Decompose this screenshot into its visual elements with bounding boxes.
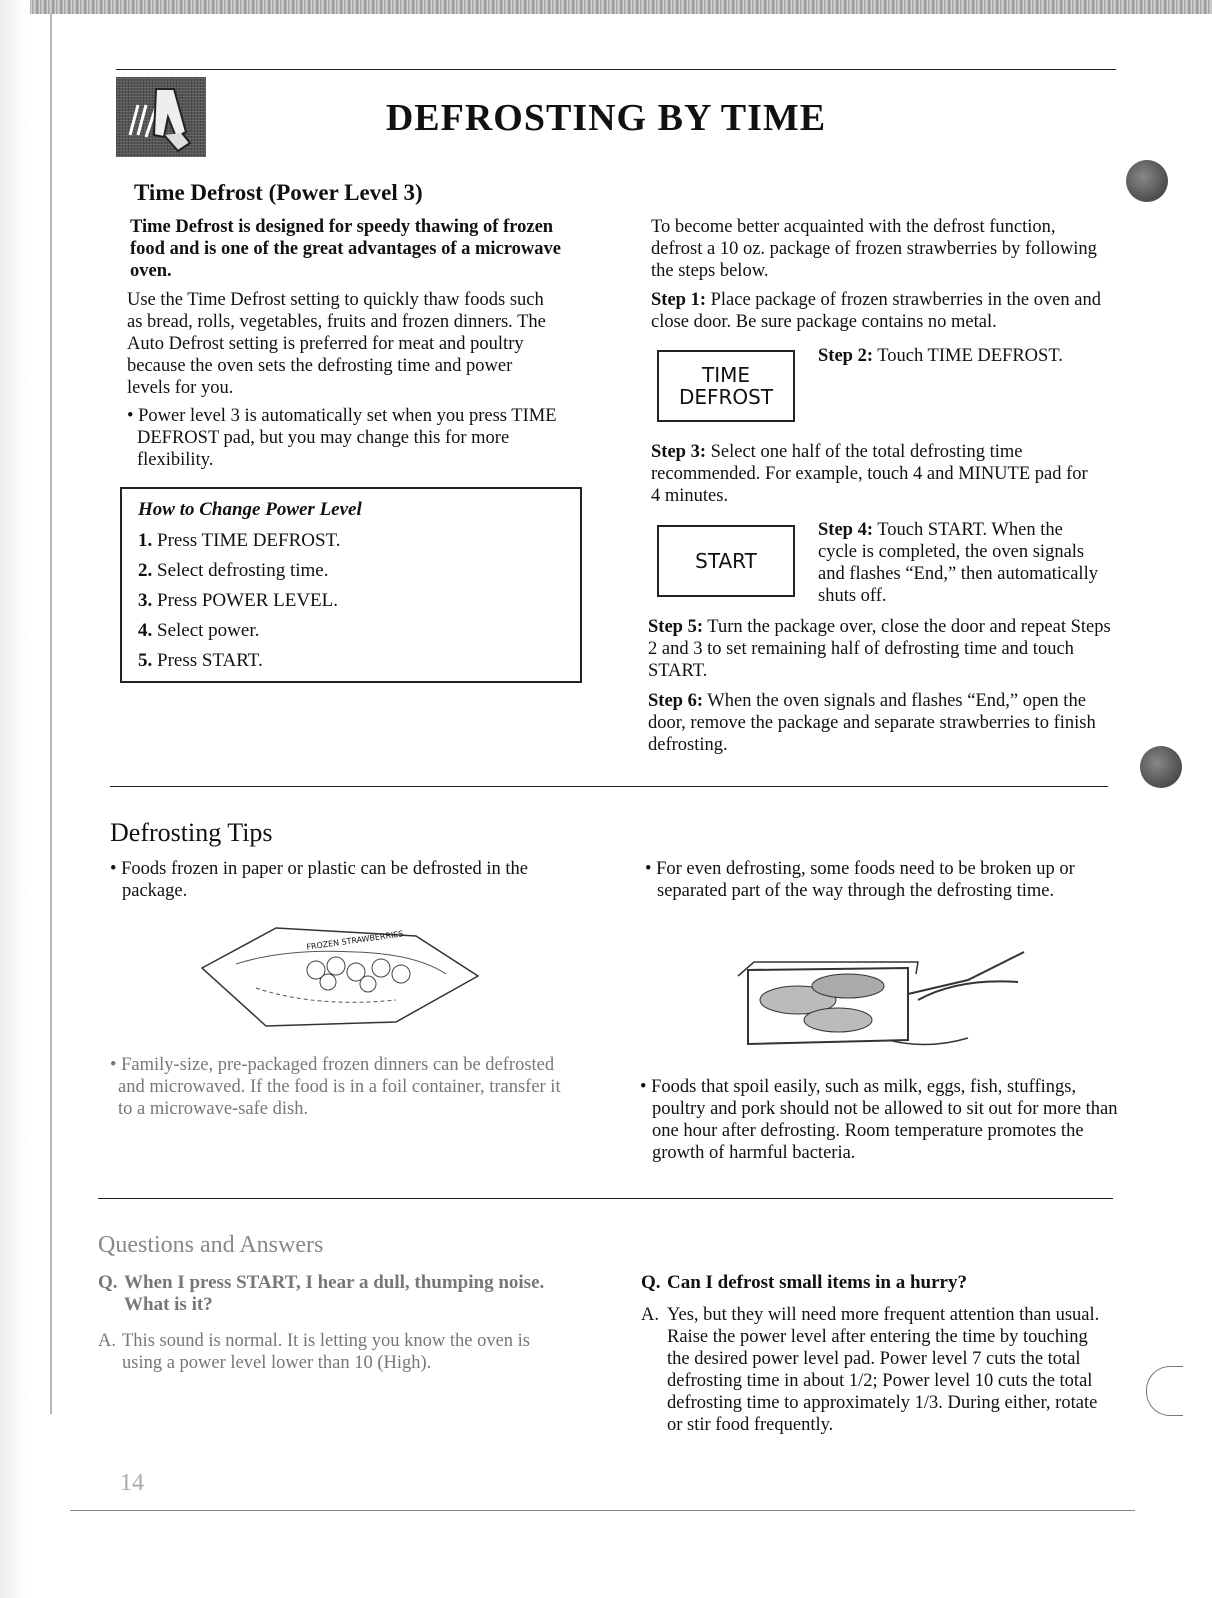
question-1: Q. When I press START, I hear a dull, thumping noise. What is it? — [98, 1272, 545, 1315]
section-rule — [98, 1198, 1113, 1199]
page-title: DEFROSTING BY TIME — [385, 97, 827, 139]
step-4: Step 4: Touch START. When the cycle is completed, the oven signals and flashes “End,” then automatically shuts off. — [818, 520, 1098, 606]
question-2: Q. Can I defrost small items in a hurry? — [641, 1272, 967, 1293]
time-defrost-pad — [657, 350, 795, 422]
pad-label: START — [695, 549, 757, 573]
step-6: Step 6: When the oven signals and flashes “End,” open the door, remove the package and separate strawberries to finish defrosting. — [648, 691, 1096, 755]
start-pad — [657, 525, 795, 597]
binder-hole-mark — [1140, 746, 1182, 788]
step-2: Step 2: Touch TIME DEFROST. — [818, 346, 1063, 366]
margin-line — [50, 14, 52, 1414]
qa-heading: Questions and Answers — [98, 1232, 324, 1258]
tip-2: • Family-size, pre-packaged frozen dinners can be defrosted and microwaved. If the food is in a foil container, transfer it to a microwave-safe dish. — [110, 1055, 561, 1119]
page-number: 14 — [120, 1470, 144, 1496]
binder-hole-outline — [1146, 1366, 1183, 1416]
scan-left-edge — [0, 0, 30, 1598]
power-step: 5. Press START. — [138, 650, 263, 671]
answer-1: A. This sound is normal. It is letting you know the oven is using a power level lower than 10 (High). — [98, 1331, 531, 1373]
footer-rule — [70, 1510, 1135, 1511]
power-level-box — [120, 487, 582, 683]
tip-3: • For even defrosting, some foods need to be broken up or separated part of the way through the defrosting time. — [645, 859, 1075, 901]
answer-2: A. Yes, but they will need more frequent attention than usual. Raise the power level after entering the time by touching the desired power level pad. Power level 7 cuts the total defrosting time in about 1/2; Power level 10 cuts the total defrosting time to approximately 1/3. During either, rotate or stir food frequently. — [641, 1305, 1100, 1435]
right-intro: To become better acquainted with the defrost function, defrost a 10 oz. package of frozen strawberries by following the steps below. — [651, 217, 1097, 281]
tip-1: • Foods frozen in paper or plastic can be defrosted in the package. — [110, 859, 528, 901]
meat-tray-illustration — [728, 940, 1028, 1062]
power-step: 3. Press POWER LEVEL. — [138, 590, 339, 611]
binder-hole-mark — [1126, 160, 1168, 202]
power-step: 2. Select defrosting time. — [138, 560, 329, 581]
pad-label: DEFROST — [678, 385, 774, 409]
power-step: 4. Select power. — [138, 620, 260, 641]
tips-heading: Defrosting Tips — [110, 818, 273, 847]
step-1: Step 1: Place package of frozen strawberries in the oven and close door. Be sure package contains no metal. — [651, 290, 1102, 332]
section-rule — [110, 786, 1108, 787]
strawberry-package-illustration — [196, 918, 486, 1038]
pad-label: TIME — [701, 363, 750, 387]
package-label: FROZEN STRAWBERRIES — [305, 929, 404, 952]
power-step: 1. Press TIME DEFROST. — [138, 530, 341, 551]
power-level-bullet: • Power level 3 is automatically set when you press TIME DEFROST pad, but you may change this for more flexibility. — [127, 406, 557, 470]
power-box-heading: How to Change Power Level — [138, 499, 362, 520]
intro-bold: Time Defrost is designed for speedy thawing of frozen food and is one of the great advantages of a microwave oven. — [130, 217, 561, 281]
tip-4: • Foods that spoil easily, such as milk, eggs, fish, stuffings, poultry and pork should not be allowed to sit out for more than one hour after defrosting. Room temperature promotes the growth of harmful bacteria. — [640, 1077, 1118, 1163]
header-rule — [116, 69, 1116, 70]
scan-top-edge — [0, 0, 1212, 14]
intro-paragraph: Use the Time Defrost setting to quickly thaw foods such as bread, rolls, vegetables, fruits and frozen dinners. The Auto Defrost setting is preferred for meat and poultry because the oven sets the defrosting time and power levels for you. — [127, 290, 546, 398]
step-5: Step 5: Turn the package over, close the door and repeat Steps 2 and 3 to set remaining half of defrosting time and touch START. — [648, 617, 1111, 681]
step-3: Step 3: Select one half of the total defrosting time recommended. For example, touch 4 and MINUTE pad for 4 minutes. — [651, 442, 1088, 506]
section-heading: Time Defrost (Power Level 3) — [134, 180, 423, 205]
